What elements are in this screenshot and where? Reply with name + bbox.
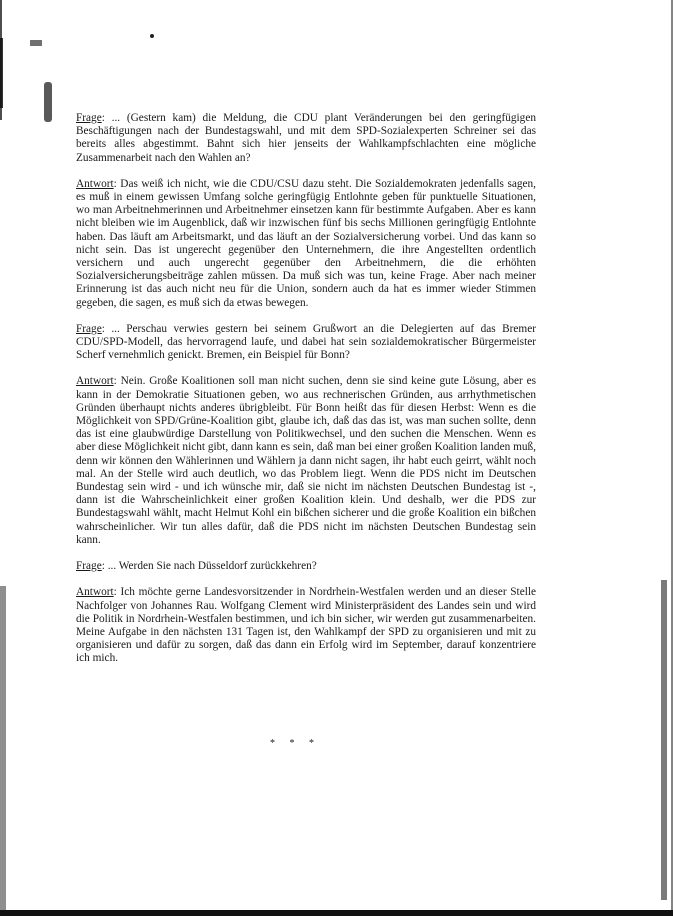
answer-paragraph	[76, 586, 536, 665]
answer-paragraph	[76, 178, 536, 310]
question-text: : ... Werden Sie nach Düsseldorf zurückkehren?	[101, 560, 317, 573]
question-text: : ... (Gestern kam) die Meldung, die CDU plant Veränderungen bei den geringfügigen Beschäftigungen nach der Bundestagswahl, und mit dem SPD-Sozialexperten Schreiner sei das bereits alles abgestimmt. Bahnt sich hier jenseits der Wahlkampfschlachten eine mögliche Zusammenarbeit nach den Wahlen an?	[76, 112, 536, 164]
question-label: Frage	[76, 112, 102, 124]
scan-edge-bottom	[0, 910, 673, 916]
question-label: Frage	[76, 322, 102, 335]
scan-dot	[150, 34, 154, 38]
scan-edge-left	[0, 586, 6, 916]
scan-mark	[0, 38, 17, 108]
scan-mark	[30, 40, 42, 46]
answer-label: Antwort	[76, 177, 114, 190]
question-label: Frage	[76, 560, 102, 573]
answer-label: Antwort	[76, 375, 114, 388]
answer-text: : Nein. Große Koalitionen soll man nicht suchen, denn sie sind keine gute Lösung, aber es kann in der Demokratie Situationen geben, wo aus rechnerischen Gründen, aus arrhythmetischen Gründen überhaupt nichts anderes übrigbleibt. Für Bonn heißt das für diesen Herbst: Wenn es die Möglichkeit von SPD/Grüne-Koalition gibt, glaube ich, daß das das ist, was man suchen sollte, denn das ist eine glaubwürdige Darstellung von Politikwechsel, und den suchen die Menschen. Wenn es aber diese Möglichkeit nicht gibt, dann kann es sein, daß man bei einer großen Koalition landen muß, denn wir können den Wählerinnen und Wählern ja dann nicht sagen, ihr habt euch geirrt, wählt noch mal. An der Stelle wird auch deutlich, wo das Problem liegt. Wenn die PDS nicht im Deutschen Bundestag sein wird - und ich wünsche mir, daß sie nicht im nächsten Deutschen Bundestag ist -, dann ist die Wahrscheinlichkeit einer großen Koalition klein. Und deshalb, wer die PDS zur Bundestagswahl wählt, macht Helmut Kohl ein bißchen sicherer und die große Koalition ein bißchen wahrscheinlicher. Wir tun alles dafür, daß die PDS nicht im nächsten Deutschen Bundestag sein kann.	[76, 375, 536, 546]
scan-mark	[44, 82, 52, 122]
answer-label: Antwort	[76, 586, 114, 599]
end-mark: * * *	[270, 738, 320, 749]
answer-text: : Das weiß ich nicht, wie die CDU/CSU dazu steht. Die Sozialdemokraten jedenfalls sagen, es muß in einem gewissen Umfang solche geringfügig Entlohnte geben für punktuelle Situationen, wo man Arbeitnehmerinnen und Arbeitnehmer einsetzen kann für bestimmte Aufgaben. Aber es kann nicht bleiben wie im Augenblick, daß wir inzwischen fünf bis sechs Millionen geringfügig Entlohnte haben. Das läuft am Arbeitsmarkt, und das läuft an der Sozialversicherung vorbei. Und das kann so nicht sein. Das ist ungerecht gegenüber den Unternehmern, die ihre Angestellten ordentlich versichern und auch ungerecht gegenüber den Arbeitnehmern, die die erhöhten Sozialversicherungsbeiträge zahlen müssen. Da muß sich was tun, keine Frage. Aber nach meiner Erinnerung ist das auch nicht neu für die Union, sondern auch da hat es immer wieder Stimmen gegeben, die sagen, es muß sich da etwas bewegen.	[76, 177, 536, 309]
interview-text	[76, 112, 536, 679]
question-text: : ... Perschau verwies gestern bei seinem Grußwort an die Delegierten auf das Bremer CDU/SPD-Modell, das hervorragend laufe, und dabei hat sein sozialdemokratischer Bürgermeister Scherf vernehmlich genickt. Bremen, ein Beispiel für Bonn?	[76, 322, 536, 362]
question-paragraph	[76, 112, 536, 165]
scan-edge-right	[661, 580, 667, 900]
answer-text: : Ich möchte gerne Landesvorsitzender in Nordrhein-Westfalen werden und an dieser Stelle Nachfolger von Johannes Rau. Wolfgang Clement wird Ministerpräsident des Landes sein und wird die Politik in Nordrhein-Westfalen bestimmen, und ich bin sicher, wir werden gut zusammenarbeiten. Meine Aufgabe in den nächsten 131 Tagen ist, den Wahlkampf der SPD zu organisieren und mit zu organisieren und dafür zu sorgen, daß das dann ein Erfolg wird im September, darauf konzentriere ich mich.	[76, 586, 536, 665]
answer-paragraph	[76, 375, 536, 547]
question-paragraph	[76, 560, 536, 573]
question-paragraph	[76, 323, 536, 363]
